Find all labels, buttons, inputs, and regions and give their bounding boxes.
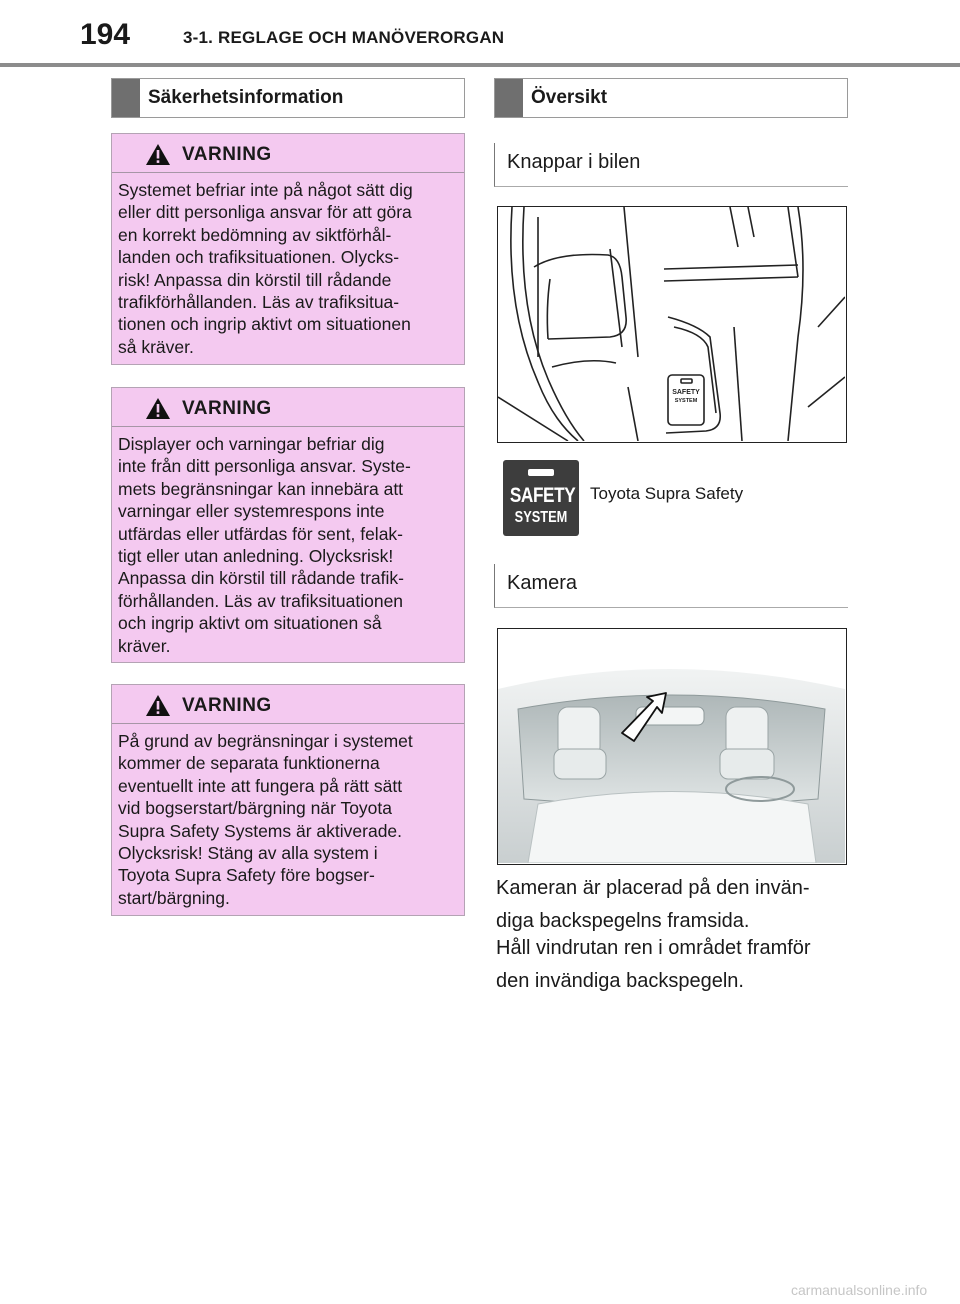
warning-box-2 — [111, 387, 465, 663]
warning-box-3 — [111, 684, 465, 916]
console-button-label-2: SYSTEM — [674, 398, 698, 404]
warning-header — [112, 388, 464, 427]
section-marker — [495, 79, 523, 117]
camera-paragraph-2: Håll vindrutan ren i området framför den invändiga backspegeln. — [496, 937, 811, 992]
buttons-heading: Knappar i bilen — [507, 151, 641, 173]
page-number: 194 — [80, 18, 131, 51]
warning-triangle-icon — [145, 397, 171, 420]
warning-title: VARNING — [182, 144, 272, 165]
warning-header — [112, 685, 464, 724]
camera-location-illustration — [497, 628, 847, 865]
section-marker — [112, 79, 140, 117]
safety-system-button-icon — [503, 460, 579, 536]
button-caption: Toyota Supra Safety — [590, 484, 744, 503]
button-indicator — [528, 469, 554, 476]
overview-section-header — [494, 78, 848, 118]
section-title: Översikt — [531, 87, 608, 108]
safety-info-section-header — [111, 78, 465, 118]
camera-paragraph-1: Kameran är placerad på den invän- diga backspegelns framsida. — [496, 877, 810, 932]
camera-heading: Kamera — [507, 572, 578, 594]
console-button-label-1: SAFETY — [672, 389, 700, 396]
warning-title: VARNING — [182, 398, 272, 419]
chapter-title: 3-1. REGLAGE OCH MANÖVERORGAN — [183, 28, 505, 47]
warning-triangle-icon — [145, 694, 171, 717]
warning-text: Displayer och varningar befriar dig inte från ditt personliga ansvar. Syste- mets begränsningar kan innebära att varningar eller systemrespons inte utfärdas eller utfärdas för sent, felak- tigt eller utan anledning. Olycksrisk! Anpassa din körstil till rådande trafik- förhållanden. Läs av trafiksituationen och ingrip aktivt om situationen så kräver. — [118, 434, 411, 656]
warning-box-1 — [111, 133, 465, 365]
warning-text: På grund av begränsningar i systemet kommer de separata funktionerna eventuellt inte att fungera på rätt sätt vid bogserstart/bärgning när Toyota Supra Safety Systems är aktiverade. Olycksrisk! Stäng av alla system i Toyota Supra Safety före bogser- start/bärgning. — [118, 731, 413, 908]
header-rule — [0, 63, 960, 67]
button-label-safety: SAFETY — [509, 484, 576, 507]
warning-title: VARNING — [182, 695, 272, 716]
center-console-illustration — [497, 206, 847, 443]
buttons-subheading — [494, 143, 848, 187]
warning-text: Systemet befriar inte på något sätt dig eller ditt personliga ansvar för att göra en korrekt bedömning av siktförhål- landen och trafiksituationen. Olycks- risk! Anpassa din körstil till rådande trafikförhållanden. Läs av trafiksitua- tionen och ingrip aktivt om situationen så kräver. — [118, 180, 413, 357]
camera-subheading — [494, 564, 848, 608]
button-label-system: SYSTEM — [514, 509, 568, 526]
section-title: Säkerhetsinformation — [148, 87, 344, 108]
watermark: carmanualsonline.info — [791, 1282, 928, 1298]
warning-triangle-icon — [145, 143, 171, 166]
warning-header — [112, 134, 464, 173]
